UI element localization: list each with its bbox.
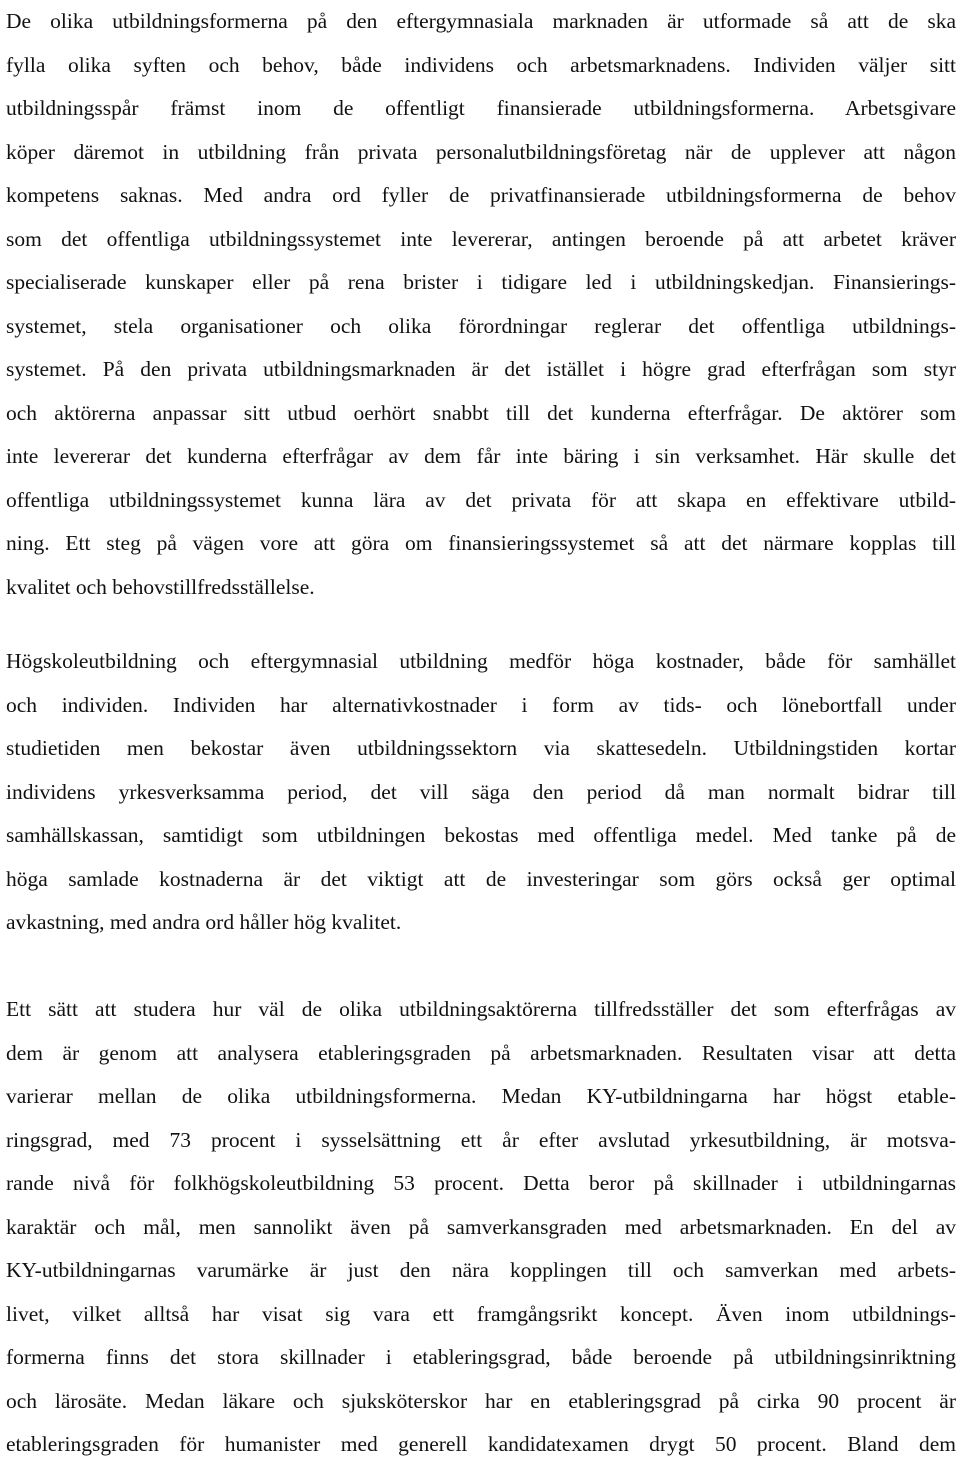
text-line: och aktörerna anpassar sitt utbud oerhört snabbt till det kunderna efterfrågar. De aktörer som [6,400,956,425]
text-line: formerna finns det stora skillnader i etableringsgrad, både beroende på utbildningsinriktning [6,1345,956,1369]
text-line: ning. Ett steg på vägen vore att göra om finansieringssystemet så att det närmare kopplas till [6,531,956,555]
text-line: systemet, stela organisationer och olika förordningar reglerar det offentliga utbildnings- [6,313,956,338]
text-line: systemet. På den privata utbildningsmarknaden är det istället i högre grad efterfrågan som styr [6,357,956,381]
text-line: och lärosäte. Medan läkare och sjuksköterskor har en etableringsgrad på cirka 90 procent är [6,1388,956,1413]
text-line: offentliga utbildningssystemet kunna lära av det privata för att skapa en effektivare utbild- [6,487,956,512]
text-line: karaktär och mål, men sannolikt även på samverkansgraden med arbetsmarknaden. En del av [6,1214,956,1239]
text-line: Ett sätt att studera hur väl de olika utbildningsaktörerna tillfredsställer det som efterfrågas av [6,997,956,1021]
text-line: utbildningsspår främst inom de offentligt finansierade utbildningsformerna. Arbetsgivare [6,96,956,120]
text-line: som det offentliga utbildningssystemet inte levererar, antingen beroende på att arbetet kräver [6,226,956,251]
text-line: ringsgrad, med 73 procent i sysselsättning ett år efter avslutad yrkesutbildning, är motsva- [6,1127,956,1152]
text-line: inte levererar det kunderna efterfrågar av dem får inte bäring i sin verksamhet. Här skulle det [6,444,956,468]
text-line: Högskoleutbildning och eftergymnasial utbildning medför höga kostnader, både för samhället [6,649,956,673]
text-line: specialiserade kunskaper eller på rena brister i tidigare led i utbildningskedjan. Finansierings- [6,270,956,294]
text-line: kompetens saknas. Med andra ord fyller de privatfinansierade utbildningsformerna de behov [6,183,956,207]
text-line: livet, vilket alltså har visat sig vara ett framgångsrikt koncept. Även inom utbildnings- [6,1301,956,1326]
text-line: höga samlade kostnaderna är det viktigt att de investeringar som görs också ger optimal [6,866,956,891]
paragraph-education-costs [6,640,956,945]
text-line: fylla olika syften och behov, både individens och arbetsmarknadens. Individen väljer sitt [6,52,956,77]
text-line: KY-utbildningarnas varumärke är just den nära kopplingen till och samverkan med arbets- [6,1258,956,1282]
text-line: studietiden men bekostar även utbildningssektorn via skattesedeln. Utbildningstiden kortar [6,736,956,760]
paragraph-education-forms [6,0,956,609]
text-line: De olika utbildningsformerna på den eftergymnasiala marknaden är utformade så att de ska [6,9,956,33]
text-line: avkastning, med andra ord håller hög kvalitet. [6,910,402,934]
text-line: etableringsgraden för humanister med generell kandidatexamen drygt 50 procent. Bland dem [6,1432,956,1456]
text-line: varierar mellan de olika utbildningsformerna. Medan KY-utbildningarna har högst etable- [6,1084,956,1108]
text-line: kvalitet och behovstillfredsställelse. [6,574,315,599]
text-line: rande nivå för folkhögskoleutbildning 53 procent. Detta beror på skillnader i utbildningarnas [6,1171,956,1195]
paragraph-establishment-rate [6,988,956,1464]
text-line: individens yrkesverksamma period, det vill säga den period då man normalt bidrar till [6,779,956,804]
text-line: dem är genom att analysera etableringsgraden på arbetsmarknaden. Resultaten visar att detta [6,1040,956,1065]
text-line: köper däremot in utbildning från privata personalutbildningsföretag när de upplever att någon [6,139,956,164]
text-line: samhällskassan, samtidigt som utbildningen bekostas med offentliga medel. Med tanke på de [6,823,956,847]
text-line: och individen. Individen har alternativkostnader i form av tids- och lönebortfall under [6,692,956,717]
